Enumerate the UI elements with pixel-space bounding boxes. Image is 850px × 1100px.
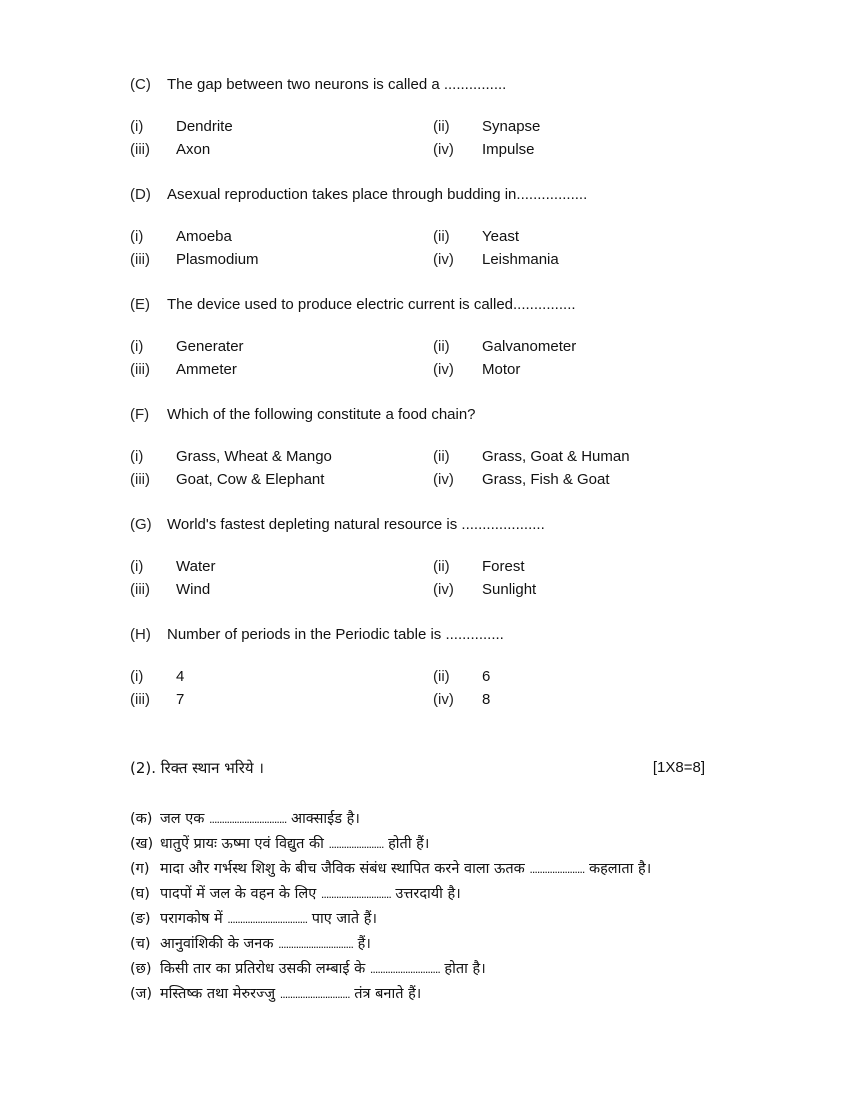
question-h (130, 624, 730, 711)
options (130, 116, 730, 161)
option-text: Ammeter (176, 360, 237, 378)
option-label: (i) (130, 558, 144, 575)
blank: ...................... (328, 838, 384, 851)
blank: ............................ (320, 888, 391, 901)
fill-before: मस्तिष्क तथा मेरुरज्जु (160, 986, 276, 1002)
question-label: (G) (130, 516, 152, 533)
option-label: (i) (130, 228, 144, 245)
section-2-header (130, 757, 705, 779)
question-f (130, 404, 730, 491)
fill-before: मादा और गर्भस्थ शिशु के बीच जैविक संबंध स्थापित करने वाला ऊतक (160, 861, 525, 877)
fill-after: उत्तरदायी है। (395, 886, 461, 902)
options (130, 556, 730, 601)
option-label: (ii) (433, 668, 450, 685)
blank: ...................... (529, 863, 585, 876)
fill-after: कहलाता है। (588, 861, 652, 877)
option-text: Galvanometer (482, 338, 577, 355)
question-d (130, 184, 730, 271)
option-label: (iv) (433, 690, 454, 708)
fill-item-ja (130, 982, 730, 1007)
option-text: Amoeba (176, 228, 232, 245)
options (130, 666, 730, 711)
option-label: (i) (130, 118, 144, 135)
option-label: (iv) (433, 250, 454, 268)
option-label: (iv) (433, 580, 454, 598)
fill-before: धातुऐं प्रायः ऊष्मा एवं विद्युत की (160, 836, 324, 852)
option-text: Generater (176, 338, 244, 355)
fill-after: होता है। (444, 961, 486, 977)
option-text: 4 (176, 668, 185, 685)
fill-after: पाए जाते हैं। (311, 911, 377, 927)
fill-label: (छ) (130, 961, 152, 977)
blank: ................................ (227, 913, 308, 926)
fill-item-ka (130, 807, 730, 832)
fill-label: (क) (130, 811, 153, 827)
option-label: (iii) (130, 250, 150, 268)
fill-before: जल एक (160, 811, 205, 827)
question-text: The gap between two neurons is called a ............... (167, 76, 507, 93)
fill-label: (ज) (130, 986, 153, 1002)
option-text: Grass, Goat & Human (482, 448, 630, 465)
option-text: Dendrite (176, 118, 233, 135)
option-text: Forest (482, 558, 525, 575)
option-label: (iii) (130, 360, 150, 378)
fill-after: तंत्र बनाते हैं। (354, 986, 422, 1002)
question-label: (C) (130, 76, 151, 93)
option-label: (ii) (433, 558, 450, 575)
option-text: Grass, Fish & Goat (482, 470, 610, 488)
fill-before: आनुवांशिकी के जनक (160, 936, 274, 952)
option-label: (i) (130, 338, 144, 355)
blank: ............................... (208, 813, 287, 826)
section-2-title: (2). रिक्त स्थान भरिये । (130, 759, 264, 777)
fill-label: (ङ) (130, 911, 151, 927)
option-label: (iv) (433, 470, 454, 488)
question-text: Number of periods in the Periodic table is .............. (167, 626, 504, 643)
option-text: 6 (482, 668, 491, 685)
question-e (130, 294, 730, 381)
fill-item-kha (130, 832, 730, 857)
option-label: (iii) (130, 470, 150, 488)
option-label: (iii) (130, 140, 150, 158)
option-text: 8 (482, 690, 491, 708)
blank: ............................ (279, 988, 350, 1001)
question-label: (F) (130, 406, 150, 423)
options (130, 446, 730, 491)
option-text: Impulse (482, 140, 535, 158)
option-text: Leishmania (482, 250, 559, 268)
option-text: Axon (176, 140, 211, 158)
question-text: Which of the following constitute a food chain? (167, 406, 476, 423)
fill-before: किसी तार का प्रतिरोध उसकी लम्बाई के (160, 961, 366, 977)
fill-before: परागकोष में (160, 911, 223, 927)
option-text: Plasmodium (176, 250, 259, 268)
option-text: Sunlight (482, 580, 537, 598)
fill-label: (ख) (130, 836, 154, 852)
blank: .............................. (278, 938, 354, 951)
fill-item-gha (130, 882, 730, 907)
option-text: Synapse (482, 118, 541, 135)
fill-after: होती हैं। (388, 836, 430, 852)
option-label: (ii) (433, 338, 450, 355)
fill-before: पादपों में जल के वहन के लिए (160, 886, 317, 902)
fill-after: आक्साईड है। (290, 811, 360, 827)
options (130, 226, 730, 271)
blank: ............................ (369, 963, 440, 976)
option-text: Goat, Cow & Elephant (176, 470, 325, 488)
fill-item-ga (130, 857, 730, 882)
fill-item-nga (130, 907, 730, 932)
option-label: (ii) (433, 228, 450, 245)
question-text: World's fastest depleting natural resource is .................... (167, 516, 545, 533)
section-2-marks: [1X8=8] (652, 759, 705, 776)
question-text: The device used to produce electric current is called............... (167, 296, 576, 313)
question-g (130, 514, 730, 601)
fill-in-blanks-list (130, 807, 730, 1007)
option-text: Wind (176, 580, 211, 598)
option-label: (iv) (433, 360, 454, 378)
option-label: (iii) (130, 580, 150, 598)
option-text: Water (176, 558, 216, 575)
fill-item-cha (130, 932, 730, 957)
question-label: (H) (130, 626, 151, 643)
question-c (130, 74, 730, 161)
option-text: 7 (176, 690, 185, 708)
fill-item-chha (130, 957, 730, 982)
option-label: (iv) (433, 140, 454, 158)
fill-label: (घ) (130, 886, 150, 902)
option-label: (i) (130, 668, 144, 685)
option-label: (ii) (433, 118, 450, 135)
option-text: Grass, Wheat & Mango (176, 448, 332, 465)
option-text: Motor (482, 360, 521, 378)
option-label: (ii) (433, 448, 450, 465)
fill-after: हैं। (357, 936, 371, 952)
question-label: (D) (130, 186, 151, 203)
option-text: Yeast (482, 228, 519, 245)
question-text: Asexual reproduction takes place through budding in................. (167, 186, 588, 203)
option-label: (iii) (130, 690, 150, 708)
option-label: (i) (130, 448, 144, 465)
fill-label: (च) (130, 936, 151, 952)
fill-label: (ग) (130, 861, 150, 877)
options (130, 336, 730, 381)
question-label: (E) (130, 296, 150, 313)
